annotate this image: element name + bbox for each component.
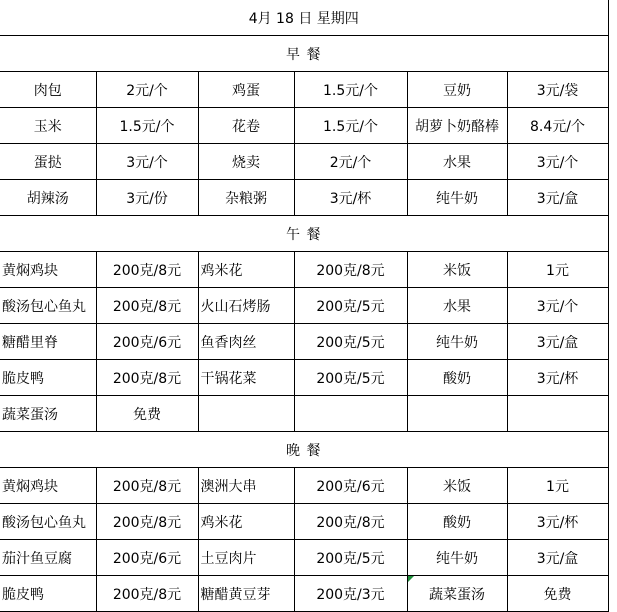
- price-cell[interactable]: 3元/份: [96, 180, 198, 216]
- lunch-heading-row: [0, 216, 608, 252]
- table-row: [0, 396, 608, 432]
- item-cell[interactable]: 水果: [407, 288, 507, 324]
- item-cell[interactable]: 米饭: [407, 468, 507, 504]
- price-cell[interactable]: 200克/8元: [294, 504, 407, 540]
- price-cell[interactable]: 200克/5元: [294, 540, 407, 576]
- item-cell[interactable]: 豆奶: [407, 72, 507, 108]
- item-cell[interactable]: 酸汤包心鱼丸: [0, 288, 96, 324]
- item-cell[interactable]: 鸡蛋: [198, 72, 294, 108]
- date-title[interactable]: 4月 18 日 星期四: [0, 0, 608, 36]
- item-cell[interactable]: 蛋挞: [0, 144, 96, 180]
- item-cell[interactable]: 糖醋里脊: [0, 324, 96, 360]
- price-cell[interactable]: 200克/5元: [294, 288, 407, 324]
- breakfast-heading-row: [0, 36, 608, 72]
- item-cell[interactable]: 米饭: [407, 252, 507, 288]
- item-cell[interactable]: 脆皮鸭: [0, 576, 96, 612]
- table-row: [0, 144, 608, 180]
- item-cell[interactable]: 鱼香肉丝: [198, 324, 294, 360]
- price-cell[interactable]: 200克/8元: [294, 252, 407, 288]
- item-cell[interactable]: [407, 396, 507, 432]
- item-cell[interactable]: 土豆肉片: [198, 540, 294, 576]
- table-row: [0, 540, 608, 576]
- price-cell[interactable]: 200克/8元: [96, 252, 198, 288]
- table-row: [0, 108, 608, 144]
- table-row: [0, 324, 608, 360]
- price-cell[interactable]: [507, 396, 608, 432]
- price-cell[interactable]: 2元/个: [96, 72, 198, 108]
- item-cell[interactable]: 花卷: [198, 108, 294, 144]
- dinner-heading[interactable]: 晚 餐: [0, 432, 608, 468]
- item-cell[interactable]: 纯牛奶: [407, 540, 507, 576]
- item-cell[interactable]: 火山石烤肠: [198, 288, 294, 324]
- item-cell[interactable]: 杂粮粥: [198, 180, 294, 216]
- table-row: [0, 72, 608, 108]
- item-cell-text: 蔬菜蛋汤: [429, 586, 485, 603]
- price-cell[interactable]: 200克/5元: [294, 360, 407, 396]
- price-cell[interactable]: 3元/个: [507, 288, 608, 324]
- price-cell[interactable]: 免费: [96, 396, 198, 432]
- price-cell[interactable]: 1.5元/个: [294, 72, 407, 108]
- price-cell[interactable]: 200克/5元: [294, 324, 407, 360]
- price-cell[interactable]: 1元: [507, 468, 608, 504]
- price-cell[interactable]: 200克/8元: [96, 360, 198, 396]
- price-cell[interactable]: 免费: [507, 576, 608, 612]
- price-cell[interactable]: 3元/个: [96, 144, 198, 180]
- price-cell[interactable]: 200克/8元: [96, 468, 198, 504]
- price-cell[interactable]: 3元/盒: [507, 324, 608, 360]
- table-row: [0, 504, 608, 540]
- price-cell[interactable]: [294, 396, 407, 432]
- price-cell[interactable]: 200克/3元: [294, 576, 407, 612]
- item-cell[interactable]: 澳洲大串: [198, 468, 294, 504]
- price-cell[interactable]: 1.5元/个: [96, 108, 198, 144]
- table-row: [0, 468, 608, 504]
- title-row: [0, 0, 608, 36]
- price-cell[interactable]: 2元/个: [294, 144, 407, 180]
- dinner-heading-row: [0, 432, 608, 468]
- price-cell[interactable]: 3元/杯: [507, 504, 608, 540]
- table-row: [0, 360, 608, 396]
- item-cell[interactable]: 黄焖鸡块: [0, 252, 96, 288]
- table-row: [0, 288, 608, 324]
- price-cell[interactable]: 3元/盒: [507, 540, 608, 576]
- lunch-heading[interactable]: 午 餐: [0, 216, 608, 252]
- price-cell[interactable]: 200克/8元: [96, 576, 198, 612]
- price-cell[interactable]: 200克/8元: [96, 504, 198, 540]
- item-cell[interactable]: 纯牛奶: [407, 324, 507, 360]
- item-cell[interactable]: 酸汤包心鱼丸: [0, 504, 96, 540]
- item-cell[interactable]: 鸡米花: [198, 504, 294, 540]
- price-cell[interactable]: 200克/8元: [96, 288, 198, 324]
- table-row: [0, 252, 608, 288]
- item-cell[interactable]: [198, 396, 294, 432]
- item-cell[interactable]: 水果: [407, 144, 507, 180]
- price-cell[interactable]: 3元/个: [507, 144, 608, 180]
- item-cell[interactable]: 蔬菜蛋汤: [0, 396, 96, 432]
- item-cell[interactable]: 胡萝卜奶酪棒: [407, 108, 507, 144]
- item-cell[interactable]: 肉包: [0, 72, 96, 108]
- price-cell[interactable]: 1.5元/个: [294, 108, 407, 144]
- breakfast-heading[interactable]: 早 餐: [0, 36, 608, 72]
- item-cell[interactable]: 酸奶: [407, 360, 507, 396]
- price-cell[interactable]: 200克/6元: [96, 540, 198, 576]
- item-cell[interactable]: [407, 576, 507, 612]
- item-cell[interactable]: 黄焖鸡块: [0, 468, 96, 504]
- price-cell[interactable]: 3元/袋: [507, 72, 608, 108]
- item-cell[interactable]: 茄汁鱼豆腐: [0, 540, 96, 576]
- item-cell[interactable]: 玉米: [0, 108, 96, 144]
- item-cell[interactable]: 鸡米花: [198, 252, 294, 288]
- item-cell[interactable]: 干锅花菜: [198, 360, 294, 396]
- price-cell[interactable]: 3元/杯: [294, 180, 407, 216]
- item-cell[interactable]: 糖醋黄豆芽: [198, 576, 294, 612]
- item-cell[interactable]: 酸奶: [407, 504, 507, 540]
- item-cell[interactable]: 烧卖: [198, 144, 294, 180]
- price-cell[interactable]: 8.4元/个: [507, 108, 608, 144]
- item-cell[interactable]: 脆皮鸭: [0, 360, 96, 396]
- item-cell[interactable]: 胡辣汤: [0, 180, 96, 216]
- price-cell[interactable]: 200克/6元: [96, 324, 198, 360]
- price-cell[interactable]: 200克/6元: [294, 468, 407, 504]
- price-cell[interactable]: 1元: [507, 252, 608, 288]
- price-cell[interactable]: 3元/杯: [507, 360, 608, 396]
- comment-marker: [408, 576, 414, 582]
- table-row: [0, 576, 608, 612]
- price-cell[interactable]: 3元/盒: [507, 180, 608, 216]
- table-row: [0, 180, 608, 216]
- item-cell[interactable]: 纯牛奶: [407, 180, 507, 216]
